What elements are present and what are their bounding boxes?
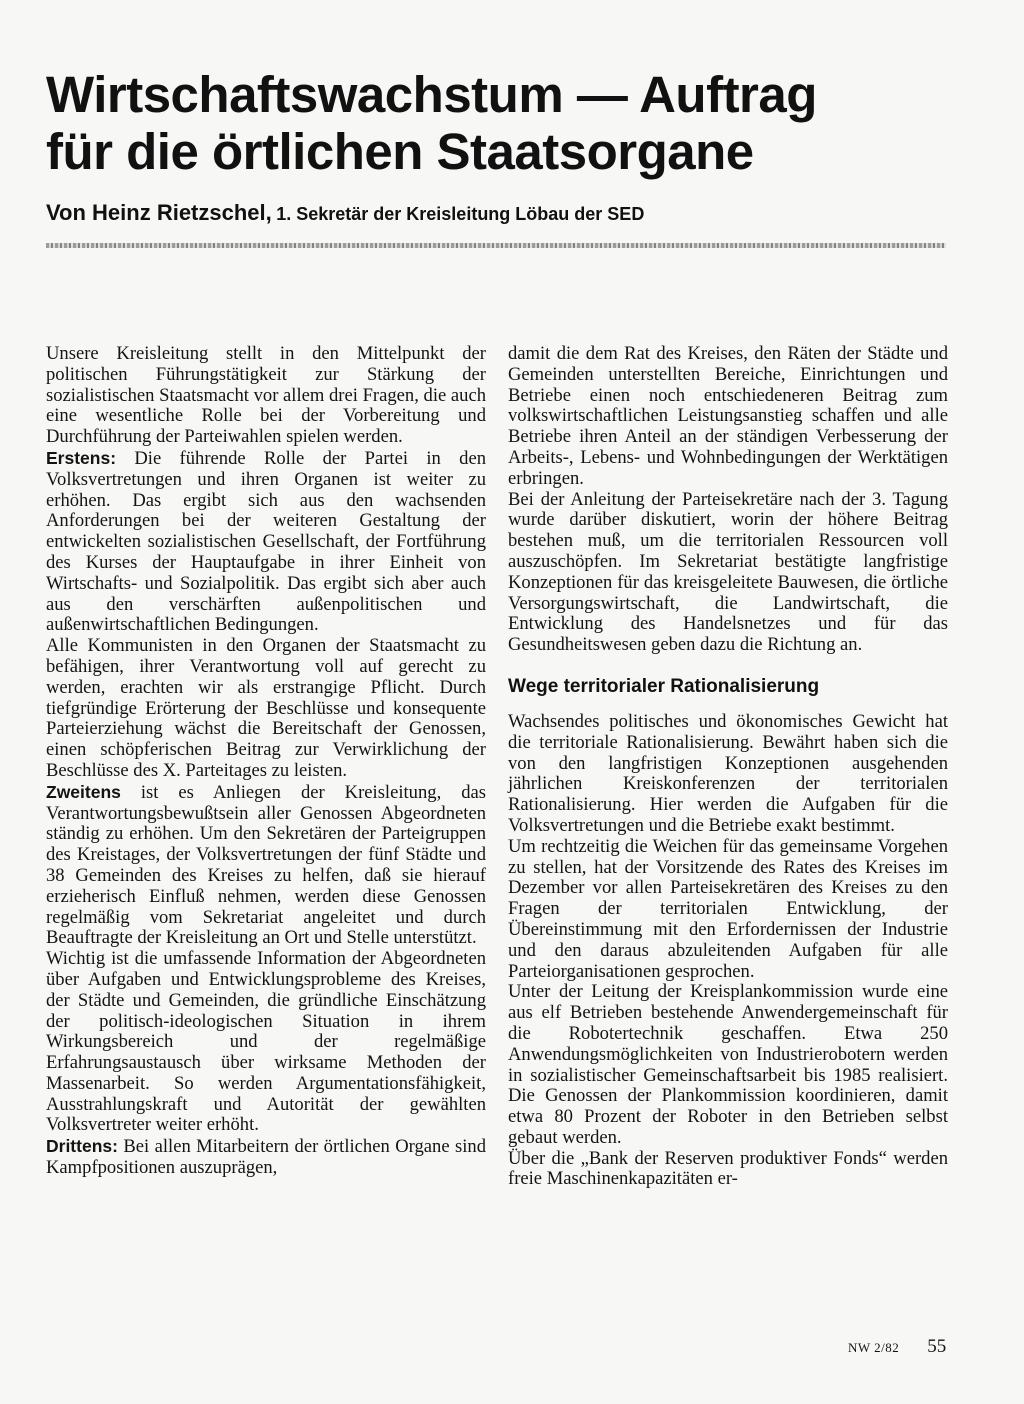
article-byline	[46, 200, 976, 226]
paragraph	[46, 782, 486, 949]
paragraph: Unter der Leitung der Kreisplankommission wurde eine aus elf Betrieben bestehende Anwendergemeinschaft für die Robotertechnik geschaffen. Etwa 250 Anwendungsmöglichkeiten von Industrierobotern werden in sozialistischer Gemeinschaftsarbeit bis 1985 realisiert. Die Genossen der Plankommission koordinieren, damit etwa 80 Prozent der Roboter in den Betrieben selbst gebaut werden.	[508, 981, 948, 1148]
paragraph: Über die „Bank der Reserven produktiver Fonds“ werden freie Maschinenkapazitäten er-	[508, 1147, 948, 1190]
paragraph: Alle Kommunisten in den Organen der Staatsmacht zu befähigen, ihrer Verantwortung voll auf gerecht zu werden, erachten wir als erstrangige Pflicht. Durch tiefgründige Erörterung der Beschlüsse und konsequente Parteierziehung wächst die Bereitschaft der Genossen, einen schöpferischen Beitrag zur Verwirklichung der Beschlüsse des X. Parteitages zu leisten.	[46, 635, 486, 781]
page-footer	[848, 1336, 946, 1358]
page-number: 55	[927, 1336, 947, 1357]
article-title-line-2: für die örtlichen Staatsorgane	[46, 123, 754, 180]
right-column	[508, 344, 948, 1190]
article-title	[46, 66, 976, 180]
paragraph	[46, 448, 486, 636]
paragraph: Bei der Anleitung der Parteisekretäre nach der 3. Tagung wurde darüber diskutiert, worin der höhere Beitrag bestehen muß, um die territorialen Ressourcen voll auszuschöpfen. Im Sekretariat bestätigte langfristige Konzeptionen für das kreisgeleitete Bauwesen, die örtliche Versorgungswirtschaft, die Landwirtschaft, die Entwicklung des Handelsnetzes und für das Gesundheitswesen geben dazu die Richtung an.	[508, 488, 948, 656]
paragraph-text: Bei allen Mitarbeitern der örtlichen Organe sind Kampfpositionen auszuprägen,	[46, 1136, 486, 1179]
article-title-line-1: Wirtschaftswachstum — Auftrag	[46, 66, 817, 123]
paragraph	[46, 1136, 486, 1179]
left-column	[46, 344, 486, 1179]
paragraph-text: ist es Anliegen der Kreisleitung, das Verantwortungsbewußtsein aller Genossen Abgeordneten ständig zu erhöhen. Um den Sekretären der Parteigruppen des Kreistages, der Volksvertretungen der fünf Städte und 38 Gemeinden des Kreises zu helfen, daß sie hierauf erzieherisch Einfluß nehmen, werden diese Genossen regelmäßig vom Sekretariat angeleitet und durch Beauftragte der Kreisleitung an Ort und Stelle unterstützt.	[46, 781, 486, 949]
author-role: 1. Sekretär der Kreisleitung Löbau der SED	[276, 204, 645, 224]
paragraph: Wichtig ist die umfassende Information der Abgeordneten über Aufgaben und Entwicklungsprobleme des Kreises, der Städte und Gemeinden, die gründliche Einschätzung der politisch-ideologischen Situation in ihrem Wirkungsbereich und der regelmäßige Erfahrungsaustausch über wirksame Methoden der Massenarbeit. So werden Argumentationsfähigkeit, Ausstrahlungskraft und Autorität der gewählten Volksvertreter weiter erhöht.	[46, 948, 486, 1136]
section-heading: Wege territorialer Rationalisierung	[508, 675, 820, 697]
decorative-rule	[46, 243, 946, 248]
paragraph: damit die dem Rat des Kreises, den Räten der Städte und Gemeinden unterstellten Bereiche, Einrichtungen und Betriebe einen noch entschiedeneren Beitrag zum volkswirtschaftlichen Leistungsanstieg schaffen und alle Betriebe ihren Anteil an der ständigen Verbesserung der Arbeits-, Lebens- und Wohnbedingungen der Werktätigen erbringen.	[508, 343, 948, 489]
author-name: Von Heinz Rietzschel,	[46, 200, 272, 225]
paragraph: Unsere Kreisleitung stellt in den Mittelpunkt der politischen Führungstätigkeit zur Stärkung der sozialistischen Staatsmacht vor allem drei Fragen, die auch eine wesentliche Rolle bei der Vorbereitung und Durchführung der Parteiwahlen spielen werden.	[46, 343, 486, 448]
paragraph: Um rechtzeitig die Weichen für das gemeinsame Vorgehen zu stellen, hat der Vorsitzende des Rates des Kreises im Dezember vor allen Parteisekretären des Kreises zu den Fragen der territorialen Entwicklung, der Übereinstimmung mit den Erfordernissen der Industrie und den daraus abzuleitenden Aufgaben für alle Parteiorganisationen gesprochen.	[508, 835, 948, 982]
paragraph-lead: Erstens:	[46, 447, 117, 468]
paragraph: Wachsendes politisches und ökonomisches Gewicht hat die territoriale Rationalisierung. Bewährt haben sich die von den langfristigen Konzeptionen ausgehenden jährlichen Kreiskonferenzen der territorialen Rationalisierung. Hier werden die Aufgaben für die Volksvertretungen und die Betriebe exakt bestimmt.	[508, 710, 948, 836]
paragraph-lead: Zweitens	[46, 781, 121, 802]
issue-label: NW 2/82	[848, 1340, 900, 1355]
paragraph-lead: Drittens:	[46, 1136, 118, 1157]
paragraph-text: Die führende Rolle der Partei in den Volksvertretungen und ihren Organen ist weiter zu erhöhen. Das ergibt sich aus den wachsenden Anforderungen bei der weiteren Gestaltung der entwickelten sozialistischen Gesellschaft, der Fortführung des Kurses der Hauptaufgabe in ihrer Einheit von Wirtschafts- und Sozialpolitik. Das ergibt sich aber auch aus den verschärften außenpolitischen und außenwirtschaftlichen Bedingungen.	[46, 447, 486, 636]
